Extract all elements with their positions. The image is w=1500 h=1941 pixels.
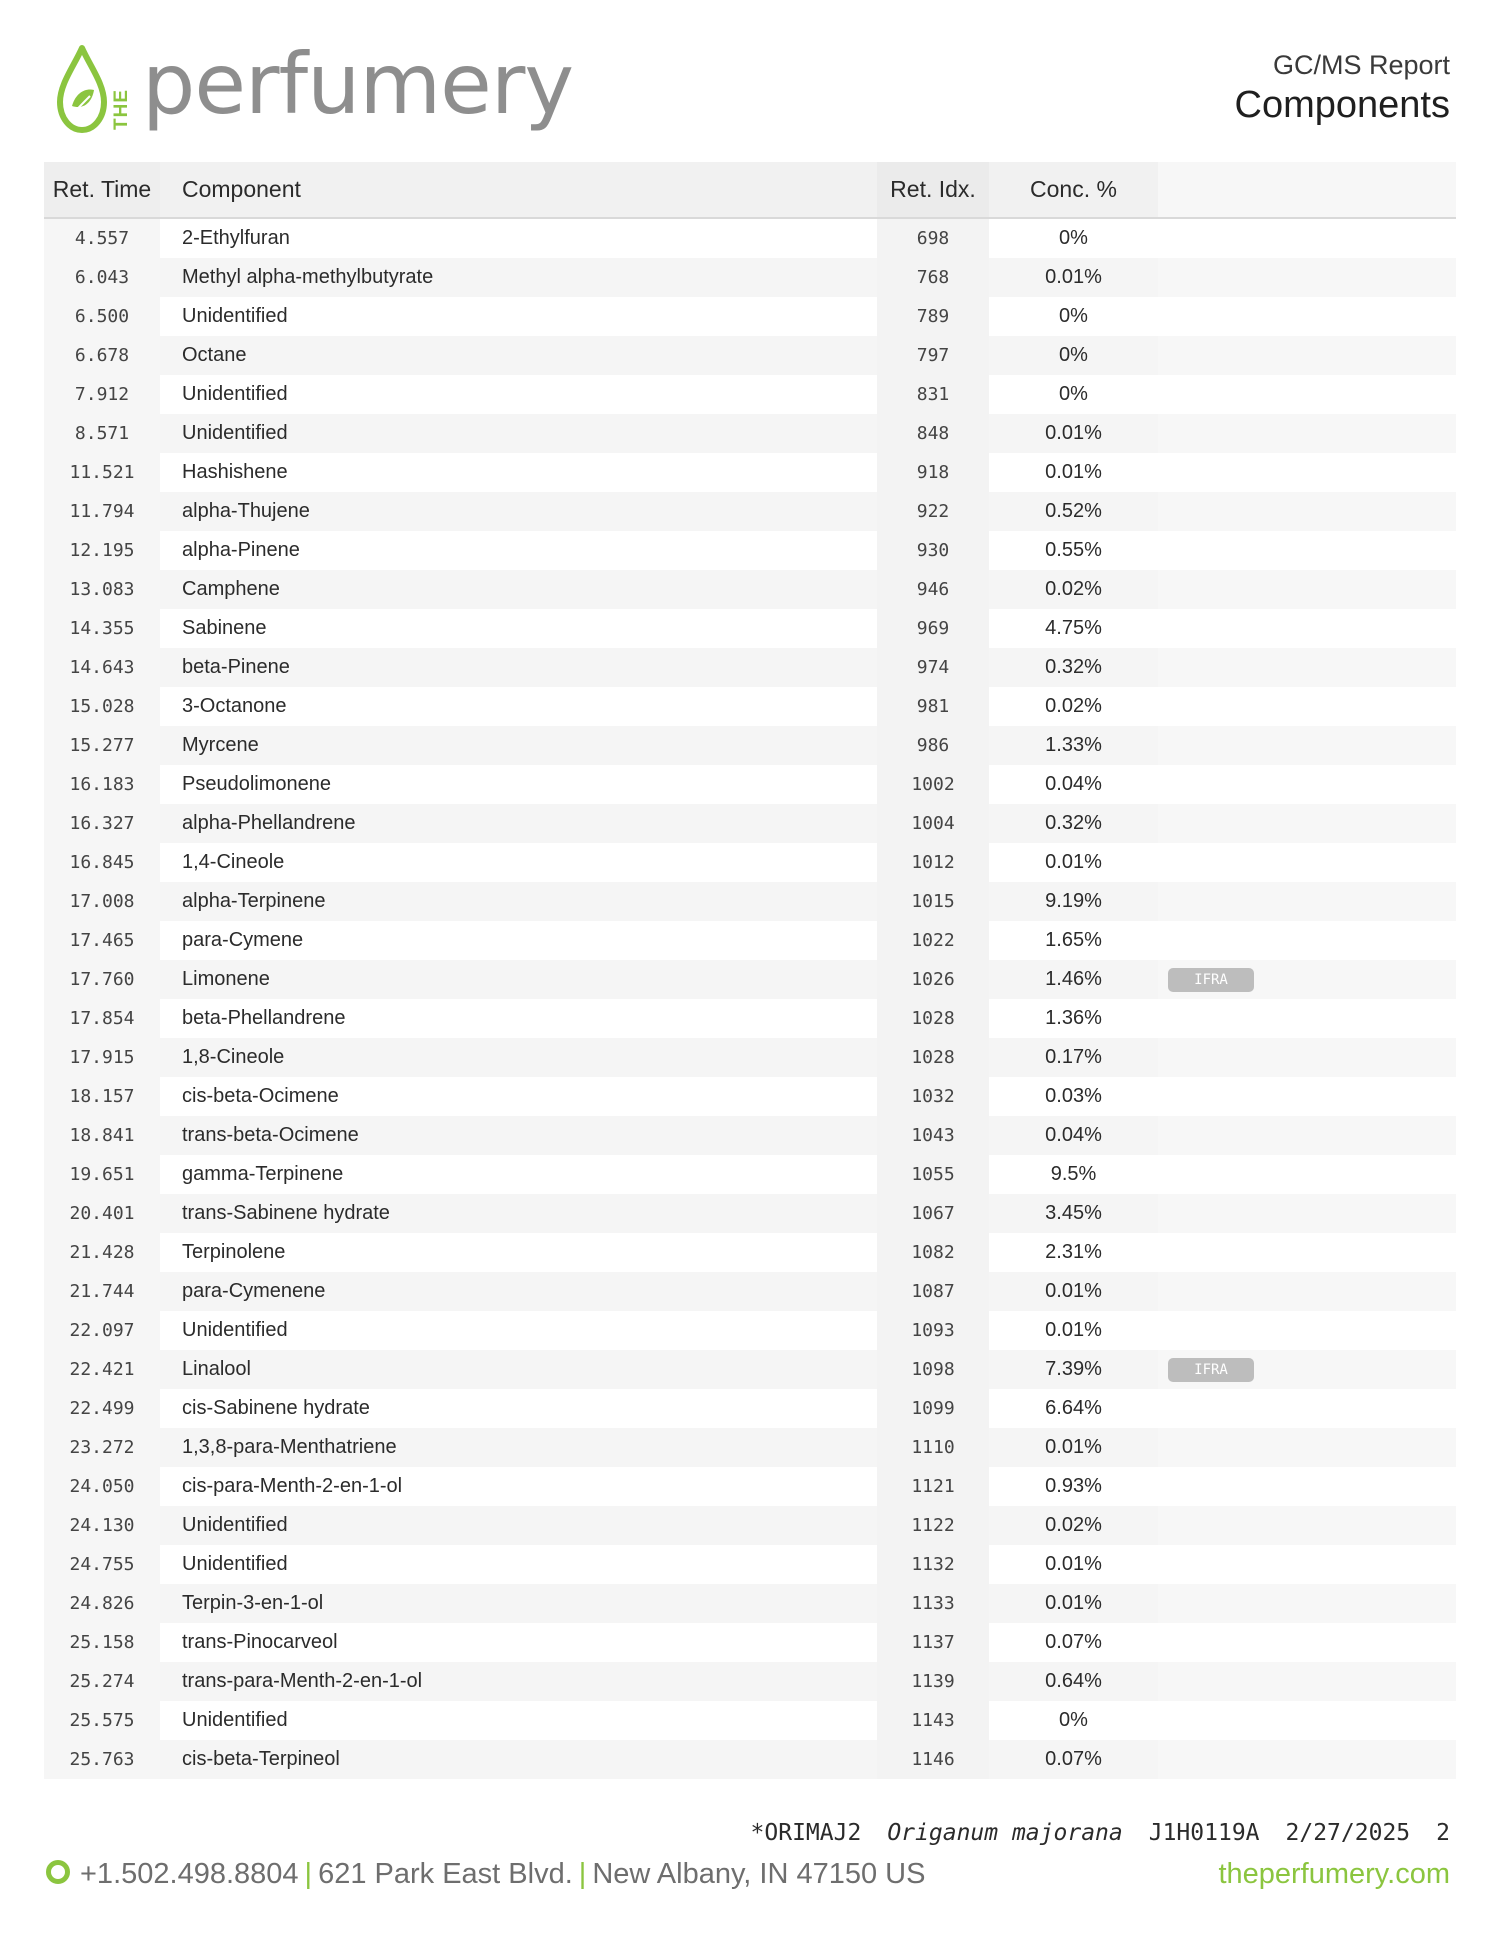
header-ret-idx: Ret. Idx. (877, 162, 989, 218)
cell-flag (1158, 375, 1456, 414)
cell-ret-idx: 1087 (877, 1272, 989, 1311)
separator: | (304, 1858, 313, 1890)
cell-ret-idx: 698 (877, 218, 989, 258)
page-number: 2 (1436, 1820, 1450, 1846)
cell-ret-idx: 1146 (877, 1740, 989, 1779)
table-row (44, 1584, 1456, 1623)
cell-ret-time: 23.272 (44, 1428, 160, 1467)
brand-prefix: THE (111, 89, 132, 130)
cell-ret-idx: 930 (877, 531, 989, 570)
leaf-drop-icon (56, 44, 108, 134)
cell-ret-idx: 1137 (877, 1623, 989, 1662)
table-row (44, 921, 1456, 960)
cell-conc: 0.04% (989, 1116, 1158, 1155)
cell-conc: 0.17% (989, 1038, 1158, 1077)
cell-ret-idx: 1082 (877, 1233, 989, 1272)
cell-ret-time: 24.755 (44, 1545, 160, 1584)
cell-component: cis-beta-Ocimene (160, 1077, 877, 1116)
cell-ret-idx: 789 (877, 297, 989, 336)
table-row (44, 297, 1456, 336)
cell-ret-time: 21.744 (44, 1272, 160, 1311)
report-date: 2/27/2025 (1285, 1820, 1411, 1846)
cell-conc: 0.03% (989, 1077, 1158, 1116)
cell-component: alpha-Phellandrene (160, 804, 877, 843)
cell-flag (1158, 1701, 1456, 1740)
cell-ret-time: 22.421 (44, 1350, 160, 1389)
cell-component: cis-Sabinene hydrate (160, 1389, 877, 1428)
cell-flag (1158, 1506, 1456, 1545)
cell-ret-time: 6.043 (44, 258, 160, 297)
cell-conc: 7.39% (989, 1350, 1158, 1389)
cell-ret-time: 11.521 (44, 453, 160, 492)
cell-flag (1158, 492, 1456, 531)
cell-component: Methyl alpha-methylbutyrate (160, 258, 877, 297)
cell-flag (1158, 1584, 1456, 1623)
cell-ret-idx: 1132 (877, 1545, 989, 1584)
cell-conc: 0% (989, 218, 1158, 258)
cell-flag (1158, 414, 1456, 453)
table-row (44, 258, 1456, 297)
cell-ret-time: 6.500 (44, 297, 160, 336)
cell-ret-time: 4.557 (44, 218, 160, 258)
table-row (44, 1623, 1456, 1662)
cell-ret-time: 25.763 (44, 1740, 160, 1779)
table-row (44, 218, 1456, 258)
table-row (44, 336, 1456, 375)
cell-flag (1158, 999, 1456, 1038)
table-row (44, 453, 1456, 492)
cell-flag (1158, 297, 1456, 336)
table-row (44, 1701, 1456, 1740)
cell-conc: 0.93% (989, 1467, 1158, 1506)
cell-flag (1158, 843, 1456, 882)
cell-component: 1,8-Cineole (160, 1038, 877, 1077)
cell-ret-time: 17.465 (44, 921, 160, 960)
cell-component: Unidentified (160, 1311, 877, 1350)
cell-component: trans-para-Menth-2-en-1-ol (160, 1662, 877, 1701)
cell-conc: 0.01% (989, 843, 1158, 882)
cell-conc: 0.01% (989, 453, 1158, 492)
brand-name: perfumery (142, 35, 574, 133)
cell-component: Myrcene (160, 726, 877, 765)
table-row (44, 999, 1456, 1038)
ring-bullet-icon (46, 1860, 70, 1884)
brand-logo (56, 35, 574, 134)
cell-flag (1158, 1194, 1456, 1233)
cell-ret-idx: 969 (877, 609, 989, 648)
cell-ret-idx: 918 (877, 453, 989, 492)
cell-ret-idx: 831 (877, 375, 989, 414)
components-table-container (44, 162, 1456, 1779)
header-component: Component (160, 162, 877, 218)
batch-number: J1H0119A (1148, 1820, 1260, 1846)
table-row (44, 1272, 1456, 1311)
cell-flag (1158, 531, 1456, 570)
cell-flag (1158, 804, 1456, 843)
cell-ret-idx: 1143 (877, 1701, 989, 1740)
report-meta (725, 1820, 1450, 1846)
cell-component: para-Cymenene (160, 1272, 877, 1311)
cell-ret-idx: 1015 (877, 882, 989, 921)
cell-flag (1158, 1233, 1456, 1272)
cell-ret-idx: 922 (877, 492, 989, 531)
cell-ret-time: 8.571 (44, 414, 160, 453)
cell-component: para-Cymene (160, 921, 877, 960)
report-subtitle: GC/MS Report (1272, 50, 1450, 80)
street-address: 621 Park East Blvd. (318, 1858, 573, 1890)
cell-ret-time: 11.794 (44, 492, 160, 531)
cell-ret-time: 18.841 (44, 1116, 160, 1155)
cell-component: beta-Pinene (160, 648, 877, 687)
cell-flag (1158, 258, 1456, 297)
cell-component: 3-Octanone (160, 687, 877, 726)
cell-component: Unidentified (160, 1701, 877, 1740)
cell-conc: 1.65% (989, 921, 1158, 960)
cell-ret-idx: 1098 (877, 1350, 989, 1389)
report-header (0, 0, 1500, 160)
cell-flag (1158, 453, 1456, 492)
cell-conc: 1.36% (989, 999, 1158, 1038)
cell-conc: 0.01% (989, 1584, 1158, 1623)
cell-ret-idx: 986 (877, 726, 989, 765)
cell-conc: 6.64% (989, 1389, 1158, 1428)
cell-ret-idx: 848 (877, 414, 989, 453)
cell-component: gamma-Terpinene (160, 1155, 877, 1194)
cell-component: alpha-Pinene (160, 531, 877, 570)
cell-ret-time: 22.097 (44, 1311, 160, 1350)
cell-ret-time: 25.158 (44, 1623, 160, 1662)
cell-ret-time: 25.575 (44, 1701, 160, 1740)
table-row (44, 1545, 1456, 1584)
table-row (44, 1428, 1456, 1467)
cell-ret-idx: 1032 (877, 1077, 989, 1116)
cell-flag (1158, 1311, 1456, 1350)
website-link[interactable]: theperfumery.com (1218, 1858, 1450, 1890)
cell-flag (1158, 1155, 1456, 1194)
table-body (44, 218, 1456, 1779)
product-code: *ORIMAJ2 (750, 1820, 862, 1846)
cell-component: Unidentified (160, 414, 877, 453)
cell-conc: 0.52% (989, 492, 1158, 531)
table-row (44, 1194, 1456, 1233)
cell-conc: 0.07% (989, 1740, 1158, 1779)
table-row (44, 765, 1456, 804)
cell-flag (1158, 921, 1456, 960)
cell-ret-idx: 797 (877, 336, 989, 375)
cell-component: Camphene (160, 570, 877, 609)
cell-ret-idx: 946 (877, 570, 989, 609)
table-row (44, 1467, 1456, 1506)
cell-ret-idx: 974 (877, 648, 989, 687)
cell-flag (1158, 1038, 1456, 1077)
cell-ret-time: 22.499 (44, 1389, 160, 1428)
table-row (44, 1077, 1456, 1116)
table-row (44, 609, 1456, 648)
cell-component: Pseudolimonene (160, 765, 877, 804)
cell-ret-time: 16.327 (44, 804, 160, 843)
cell-ret-time: 14.355 (44, 609, 160, 648)
cell-flag (1158, 1077, 1456, 1116)
cell-ret-idx: 1043 (877, 1116, 989, 1155)
header-conc: Conc. % (989, 162, 1158, 218)
cell-ret-time: 13.083 (44, 570, 160, 609)
cell-conc: 4.75% (989, 609, 1158, 648)
cell-component: beta-Phellandrene (160, 999, 877, 1038)
cell-component: Unidentified (160, 1545, 877, 1584)
cell-conc: 0.04% (989, 765, 1158, 804)
species-name: Origanum majorana (887, 1820, 1123, 1846)
ifra-badge: IFRA (1168, 968, 1254, 992)
cell-conc: 0.01% (989, 1272, 1158, 1311)
table-row (44, 414, 1456, 453)
cell-ret-time: 21.428 (44, 1233, 160, 1272)
table-row (44, 1233, 1456, 1272)
cell-component: trans-Pinocarveol (160, 1623, 877, 1662)
cell-conc: 0.07% (989, 1623, 1158, 1662)
cell-component: Octane (160, 336, 877, 375)
cell-ret-time: 17.008 (44, 882, 160, 921)
cell-ret-time: 15.028 (44, 687, 160, 726)
cell-ret-time: 14.643 (44, 648, 160, 687)
table-row (44, 570, 1456, 609)
cell-flag (1158, 1662, 1456, 1701)
table-row (44, 1662, 1456, 1701)
cell-flag (1158, 1272, 1456, 1311)
cell-component: cis-para-Menth-2-en-1-ol (160, 1467, 877, 1506)
cell-ret-idx: 768 (877, 258, 989, 297)
cell-ret-idx: 1004 (877, 804, 989, 843)
cell-ret-time: 19.651 (44, 1155, 160, 1194)
cell-conc: 0.01% (989, 1428, 1158, 1467)
cell-ret-time: 18.157 (44, 1077, 160, 1116)
cell-ret-idx: 1122 (877, 1506, 989, 1545)
table-row (44, 726, 1456, 765)
ifra-badge: IFRA (1168, 1358, 1254, 1382)
table-row (44, 1389, 1456, 1428)
table-header-row (44, 162, 1456, 218)
cell-flag (1158, 882, 1456, 921)
cell-flag (1158, 1467, 1456, 1506)
cell-flag (1158, 570, 1456, 609)
cell-conc: 0.55% (989, 531, 1158, 570)
cell-flag (1158, 687, 1456, 726)
cell-ret-time: 15.277 (44, 726, 160, 765)
cell-conc: 0.02% (989, 687, 1158, 726)
cell-conc: 2.31% (989, 1233, 1158, 1272)
cell-flag (1158, 218, 1456, 258)
cell-ret-time: 25.274 (44, 1662, 160, 1701)
cell-component: Unidentified (160, 297, 877, 336)
cell-conc: 0.01% (989, 1545, 1158, 1584)
cell-ret-time: 17.760 (44, 960, 160, 999)
cell-component: Terpinolene (160, 1233, 877, 1272)
table-row (44, 687, 1456, 726)
city-address: New Albany, IN 47150 US (592, 1858, 926, 1890)
table-row (44, 882, 1456, 921)
header-flag (1158, 162, 1456, 218)
report-title: Components (1234, 84, 1450, 126)
table-row (44, 648, 1456, 687)
cell-conc: 0% (989, 336, 1158, 375)
phone-number: +1.502.498.8804 (80, 1858, 299, 1890)
cell-conc: 9.19% (989, 882, 1158, 921)
cell-conc: 0.02% (989, 1506, 1158, 1545)
cell-component: Limonene (160, 960, 877, 999)
cell-ret-idx: 1028 (877, 999, 989, 1038)
cell-component: trans-beta-Ocimene (160, 1116, 877, 1155)
cell-ret-time: 7.912 (44, 375, 160, 414)
cell-flag (1158, 336, 1456, 375)
cell-component: Unidentified (160, 375, 877, 414)
cell-conc: 0.01% (989, 414, 1158, 453)
cell-ret-time: 12.195 (44, 531, 160, 570)
header-ret-time: Ret. Time (44, 162, 160, 218)
cell-ret-time: 16.183 (44, 765, 160, 804)
table-row (44, 531, 1456, 570)
cell-ret-time: 24.130 (44, 1506, 160, 1545)
cell-ret-idx: 1139 (877, 1662, 989, 1701)
cell-ret-idx: 1012 (877, 843, 989, 882)
cell-flag (1158, 1545, 1456, 1584)
table-row (44, 1155, 1456, 1194)
cell-component: Sabinene (160, 609, 877, 648)
cell-component: Unidentified (160, 1506, 877, 1545)
cell-conc: 9.5% (989, 1155, 1158, 1194)
cell-ret-idx: 1093 (877, 1311, 989, 1350)
cell-flag (1158, 1623, 1456, 1662)
cell-conc: 0.32% (989, 804, 1158, 843)
cell-ret-time: 20.401 (44, 1194, 160, 1233)
cell-ret-time: 17.854 (44, 999, 160, 1038)
cell-component: 1,3,8-para-Menthatriene (160, 1428, 877, 1467)
cell-component: 1,4-Cineole (160, 843, 877, 882)
components-table (44, 162, 1456, 1779)
cell-component: 2-Ethylfuran (160, 218, 877, 258)
cell-flag (1158, 609, 1456, 648)
table-row (44, 1038, 1456, 1077)
table-row (44, 1350, 1456, 1389)
cell-conc: 3.45% (989, 1194, 1158, 1233)
table-row (44, 1740, 1456, 1779)
cell-flag (1158, 1428, 1456, 1467)
cell-ret-idx: 1026 (877, 960, 989, 999)
cell-ret-time: 16.845 (44, 843, 160, 882)
contact-line (46, 1858, 925, 1891)
cell-ret-idx: 981 (877, 687, 989, 726)
cell-component: Terpin-3-en-1-ol (160, 1584, 877, 1623)
cell-conc: 1.33% (989, 726, 1158, 765)
cell-flag (1158, 960, 1456, 999)
cell-component: alpha-Terpinene (160, 882, 877, 921)
cell-flag (1158, 1350, 1456, 1389)
cell-ret-idx: 1055 (877, 1155, 989, 1194)
table-row (44, 804, 1456, 843)
table-row (44, 1116, 1456, 1155)
cell-conc: 1.46% (989, 960, 1158, 999)
cell-flag (1158, 1116, 1456, 1155)
cell-ret-idx: 1028 (877, 1038, 989, 1077)
cell-ret-time: 17.915 (44, 1038, 160, 1077)
cell-ret-idx: 1121 (877, 1467, 989, 1506)
table-row (44, 492, 1456, 531)
cell-conc: 0.64% (989, 1662, 1158, 1701)
cell-flag (1158, 648, 1456, 687)
cell-flag (1158, 1740, 1456, 1779)
cell-conc: 0.01% (989, 258, 1158, 297)
cell-component: alpha-Thujene (160, 492, 877, 531)
cell-component: trans-Sabinene hydrate (160, 1194, 877, 1233)
cell-conc: 0% (989, 1701, 1158, 1740)
table-row (44, 1311, 1456, 1350)
cell-ret-time: 24.826 (44, 1584, 160, 1623)
cell-conc: 0% (989, 297, 1158, 336)
cell-conc: 0.02% (989, 570, 1158, 609)
cell-ret-time: 6.678 (44, 336, 160, 375)
cell-ret-idx: 1133 (877, 1584, 989, 1623)
cell-flag (1158, 1389, 1456, 1428)
cell-ret-idx: 1110 (877, 1428, 989, 1467)
cell-component: Linalool (160, 1350, 877, 1389)
separator: | (578, 1858, 587, 1890)
cell-ret-idx: 1002 (877, 765, 989, 804)
cell-ret-idx: 1067 (877, 1194, 989, 1233)
table-row (44, 843, 1456, 882)
cell-ret-time: 24.050 (44, 1467, 160, 1506)
table-row (44, 1506, 1456, 1545)
cell-conc: 0.32% (989, 648, 1158, 687)
cell-ret-idx: 1099 (877, 1389, 989, 1428)
cell-ret-idx: 1022 (877, 921, 989, 960)
cell-conc: 0% (989, 375, 1158, 414)
cell-component: cis-beta-Terpineol (160, 1740, 877, 1779)
cell-flag (1158, 726, 1456, 765)
cell-flag (1158, 765, 1456, 804)
table-row (44, 960, 1456, 999)
table-row (44, 375, 1456, 414)
cell-conc: 0.01% (989, 1311, 1158, 1350)
cell-component: Hashishene (160, 453, 877, 492)
